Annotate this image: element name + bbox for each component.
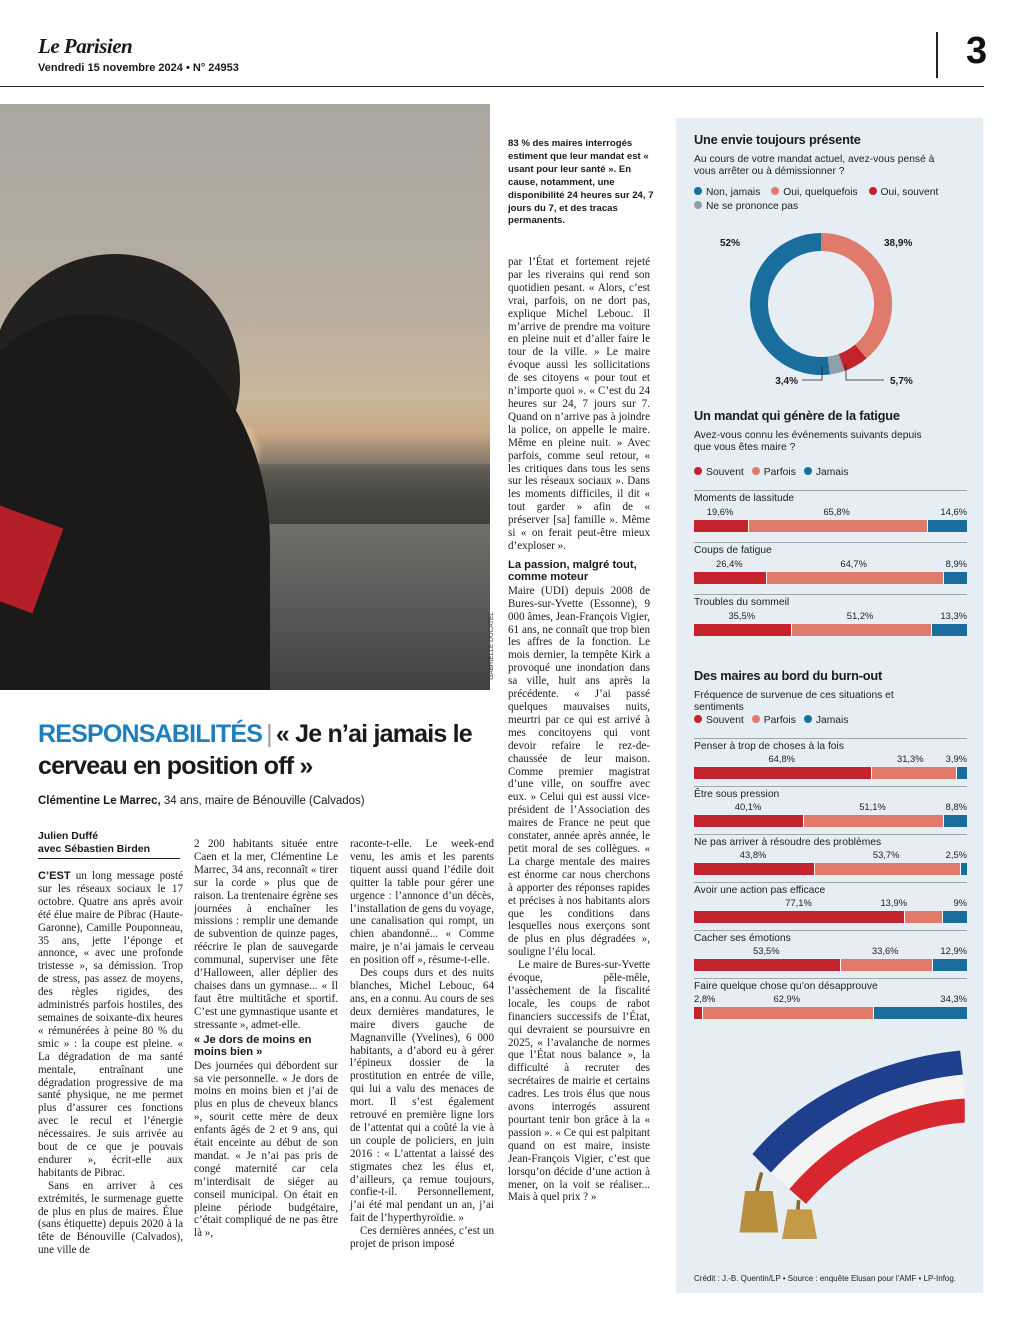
bar-value-label: 64,8%: [768, 753, 796, 764]
legend-item: Souvent: [694, 467, 744, 478]
infographic-credit: Crédit : J.-B. Quentin/LP • Source : enquête Elusan pour l’AMF • LP-Infog.: [694, 1274, 957, 1283]
stacked-bar: [694, 911, 967, 923]
bar-value-label: 12,9%: [940, 945, 967, 956]
bar-value-label: 40,1%: [734, 801, 762, 812]
bar-value-label: 33,6%: [871, 945, 899, 956]
bar-row: [694, 493, 967, 541]
lead-word: C’EST: [38, 870, 71, 882]
stacked-bar: [694, 624, 967, 636]
headline-separator: |: [266, 720, 272, 748]
paragraph: un long message posté sur les réseaux sociaux le 17 octobre. Quatre ans après avoir été élue maire de Pibrac (Haute-Garonne), Camille Pouponneau, 35 ans, jette l’éponge et annonce, « avec une profonde tristesse », sa démission. Trop de stress, pas assez de moyens, des règles rigides, des administrés parfois hostiles, des semaines de soixante-dix heures « rémunérées à peine 80 % du smic » : la coupe est pleine. « La dégradation de ma santé mentale, entraînant une dégradation progressive de ma santé physique, ne me permet plus d’assurer ces fonctions avec le recul et l’énergie nécessaires. Je suis arrivée au bout de ce que je pouvais endurer », écrit-elle aux habitants de Pibrac.: [38, 870, 183, 1179]
bar-value-label: 77,1%: [785, 897, 812, 908]
legend-item-non-jamais: Non, jamais: [694, 187, 760, 198]
chart1-legend: [694, 186, 967, 214]
bar-segment-parfois: [748, 520, 928, 532]
headline-kicker: RESPONSABILITÉS: [38, 720, 263, 748]
legend-item: Souvent: [694, 715, 744, 726]
legend-dot-icon: [694, 715, 702, 723]
article-column-3: [350, 838, 494, 1251]
byline-author: Julien Duffé: [38, 830, 99, 842]
bar-row: [694, 597, 967, 645]
paragraph: Ces dernières années, c’est un projet de prison imposé: [350, 1225, 494, 1251]
newspaper-logo: Le Parisien: [38, 34, 133, 58]
legend-dot-icon: [694, 187, 702, 195]
donut-slice: [842, 352, 861, 363]
bar-row: [694, 545, 967, 593]
bar-segment-jamais: [943, 815, 967, 827]
paragraph: Maire (UDI) depuis 2008 de Bures-sur-Yvette (Essonne), 9 000 âmes, Jean-François Vigier, 61 ans, ne connaît que trop bien les affres de la fonction. Le mois dernier, la tempête Kirk a provoqué une inondation dans sa ville, huit ans après la précédente. « J’ai passé quelques mauvaises nuits, meurtri par ce qui est arrivé à mes concitoyens qui vont devoir refaire le rez-de-chaussée de leur maison. Comme premier magistrat d’une ville, on souffre avec eux. » Celui qui est aussi vice-président de l’Association des maires de France ne peut que constater, année après année, le petit moral de ses collègues. « La charge mentale des maires est énorme car nous cherchons à apporter des réponses rapides et précises à nos habitants alors que les conditions dans lesquelles nous exerçons sont de plus en plus dégradées », souligne l’élu local.: [508, 584, 650, 959]
legend-dot-icon: [869, 187, 877, 195]
chart1-title: Une envie toujours présente: [694, 132, 861, 147]
row-rule: [694, 542, 967, 543]
bar-value-label: 62,9%: [773, 993, 801, 1004]
chart-legend: [694, 466, 856, 480]
row-rule: [694, 834, 967, 835]
article-subhead: [38, 795, 365, 807]
bar-segment-souvent: [694, 572, 766, 584]
bar-row: [694, 933, 967, 977]
bar-segment-souvent: [694, 863, 814, 875]
bar-value-label: 2,5%: [945, 849, 967, 860]
row-rule: [694, 930, 967, 931]
bar-segment-jamais: [931, 624, 967, 636]
legend-item: Parfois: [752, 467, 796, 478]
donut-slice: [821, 242, 883, 352]
tassel-left: [740, 1191, 779, 1233]
bar-value-label: 9%: [953, 897, 967, 908]
bar-value-label: 34,3%: [940, 993, 967, 1004]
bar-value-label: 51,2%: [846, 610, 874, 621]
bar-value-label: 53,7%: [872, 849, 900, 860]
chart1-question: Au cours de votre mandat actuel, avez-vous pensé à vous arrêter ou à démissionner ?: [694, 154, 935, 178]
bar-segment-jamais: [873, 1007, 967, 1019]
bar-segment-jamais: [927, 520, 967, 532]
bar-category-label: Cacher ses émotions: [694, 933, 791, 944]
masthead-rule: [0, 86, 984, 87]
article-column-1: [38, 830, 183, 1257]
paragraph: par l’État et fortement rejeté par les riverains qui rend son quotidien pesant. « Alors, c’est vrai, parfois, on ne dort pas, explique Michel Lebouc. Il m’arrive de prendre ma voiture en pleine nuit et d’aller faire le tour de la ville. » Le maire évoque aussi les sollicitations de ses citoyens « pour tout et n’importe quoi ». « C’est du 24 heures sur 24, 7 jours sur 7. Quand on n’arrive pas à joindre la police, on appelle le maire. Même en pleine nuit. » Avec parfois, comme seul retour, « les critiques dans tous les sens sur les réseaux sociaux ». Dans les moments difficiles, il dit « tout garder » afin de « préserver [sa] famille ». Même si « on ferait peut-être mieux d’exploser ».: [508, 256, 650, 552]
bar-value-label: 14,6%: [940, 506, 967, 517]
legend-item: Jamais: [804, 467, 849, 478]
bar-segment-parfois: [904, 911, 942, 923]
bar-segment-souvent: [694, 767, 871, 779]
masthead-divider: [936, 32, 938, 78]
donut-chart: [694, 218, 967, 403]
bar-value-label: 31,3%: [897, 753, 924, 764]
legend-item-oui-souvent: Oui, souvent: [869, 187, 939, 198]
article-photo: [0, 104, 490, 690]
bar-row: [694, 837, 967, 881]
chart-legend: [694, 714, 856, 728]
stacked-bar: [694, 767, 967, 779]
bar-segment-parfois: [791, 624, 931, 636]
legend-item-oui-quelquefois: Oui, quelquefois: [771, 187, 857, 198]
bar-category-label: Penser à trop de choses à la fois: [694, 741, 844, 752]
donut-slice: [829, 362, 842, 365]
bar-value-label: 8,8%: [945, 801, 967, 812]
bar-segment-parfois: [702, 1007, 874, 1019]
legend-item: Parfois: [752, 715, 796, 726]
intertitle: La passion, malgré tout, comme moteur: [508, 558, 637, 584]
bar-row: [694, 981, 967, 1025]
row-rule: [694, 594, 967, 595]
subhead-name: Clémentine Le Marrec,: [38, 795, 161, 807]
legend-dot-icon: [694, 201, 702, 209]
bar-segment-jamais: [960, 863, 967, 875]
bar-segment-parfois: [840, 959, 932, 971]
bar-value-label: 13,9%: [880, 897, 908, 908]
bar-segment-souvent: [694, 520, 748, 532]
row-rule: [694, 978, 967, 979]
bar-category-label: Troubles du sommeil: [694, 597, 790, 608]
bar-segment-jamais: [956, 767, 967, 779]
stacked-bar: [694, 520, 967, 532]
bar-value-label: 53,5%: [753, 945, 780, 956]
bar-segment-parfois: [766, 572, 943, 584]
headline-title: « Je n’ai jamais le cerveau en position off »: [38, 720, 472, 780]
article-column-4: [508, 256, 650, 1204]
byline-rule: [38, 858, 180, 859]
paragraph: Sans en arriver à ces extrémités, le surmenage guette de plus en plus de maires. Élue (sans étiquette) depuis 2020 à la tête de Bénouville (Calvados), une ville de: [38, 1179, 183, 1257]
paragraph: Le maire de Bures-sur-Yvette évoque, pêle-mêle, l’assèchement de la fiscalité locale, les coups de rabot financiers successifs de l’État, qui devraient se poursuivre en 2025, « l’avalanche de normes que l’État nous balance », la difficulté à recruter des secrétaires de mairie et certains cadres. Les trois élus que nous avons interrogés assurent pourtant tenir bon grâce à la « passion ». « Ce qui est palpitant quand on est maire, insiste Jean-François Vigier, c’est que lorsqu’on décide d’une action à mener, on la voit se réaliser... Mais à quel prix ? »: [508, 959, 650, 1204]
legend-dot-icon: [752, 715, 760, 723]
bar-segment-jamais: [932, 959, 967, 971]
bar-segment-souvent: [694, 815, 803, 827]
chart-title: Des maires au bord du burn-out: [694, 668, 883, 683]
row-rule: [694, 490, 967, 491]
chart-question: Fréquence de survenue de ces situations et sentiments: [694, 690, 894, 714]
legend-dot-icon: [804, 715, 812, 723]
stacked-bar: [694, 1007, 967, 1019]
bar-value-label: 13,3%: [940, 610, 967, 621]
bar-segment-souvent: [694, 1007, 702, 1019]
bar-segment-souvent: [694, 624, 791, 636]
row-rule: [694, 786, 967, 787]
intertitle: « Je dors de moins en moins bien »: [194, 1033, 312, 1059]
bar-value-label: 26,4%: [716, 558, 743, 569]
article-column-2: [194, 838, 338, 1240]
bar-value-label: 51,1%: [859, 801, 886, 812]
bar-value-label: 65,8%: [823, 506, 850, 517]
bar-row: [694, 741, 967, 785]
bar-value-label: 64,7%: [840, 558, 867, 569]
bar-segment-souvent: [694, 911, 904, 923]
bar-value-label: 2,8%: [694, 993, 716, 1004]
legend-dot-icon: [752, 467, 760, 475]
tassel-right: [782, 1209, 817, 1239]
donut-slice: [759, 242, 829, 366]
bar-value-label: 8,9%: [945, 558, 967, 569]
donut-label: 5,7%: [890, 376, 913, 387]
row-rule: [694, 882, 967, 883]
legend-dot-icon: [804, 467, 812, 475]
donut-label: 52%: [719, 238, 740, 249]
bar-segment-jamais: [943, 572, 967, 584]
bar-segment-souvent: [694, 959, 840, 971]
bar-value-label: 43,8%: [739, 849, 767, 860]
row-rule: [694, 738, 967, 739]
chart-question: Avez-vous connu les événements suivants depuis que vous êtes maire ?: [694, 430, 922, 454]
bar-category-label: Avoir une action pas efficace: [694, 885, 826, 896]
mayor-sash-illustration: [734, 1040, 974, 1245]
photo-caption: 83 % des maires interrogés estiment que leur mandat est « usant pour leur santé ». En cause, notamment, une disponibilité 24 heures sur 24, 7 jours du 7, et des tracas permanents.: [508, 138, 654, 227]
bar-value-label: 35,5%: [728, 610, 756, 621]
bar-category-label: Être sous pression: [694, 789, 780, 800]
legend-dot-icon: [771, 187, 779, 195]
bar-value-label: 19,6%: [706, 506, 734, 517]
paragraph: raconte-t-elle. Le week-end venu, les amis et les parents tiquent aussi quand l’édile doit quitter la table pour gérer une urgence : l’annonce d’un décès, l’installation de gens du voyage, une canalisation qui rompt, un chien abandonné... « Comme maire, je n’ai jamais le cerveau en position off », résume-t-elle.: [350, 838, 494, 967]
bar-value-label: 3,9%: [945, 753, 967, 764]
bar-category-label: Ne pas arriver à résoudre des problèmes: [694, 837, 882, 848]
stacked-bar: [694, 572, 967, 584]
donut-label: 38,9%: [884, 238, 913, 249]
legend-item: Jamais: [804, 715, 849, 726]
donut-label: 3,4%: [775, 376, 798, 387]
stacked-bar: [694, 959, 967, 971]
photo-credit: GABRIELLE DUCATEL: [488, 612, 495, 680]
byline-coauthor: avec Sébastien Birden: [38, 843, 151, 855]
article-headline: [38, 718, 498, 782]
legend-item-nsp: Ne se prononce pas: [694, 201, 798, 212]
bar-row: [694, 885, 967, 929]
legend-dot-icon: [694, 467, 702, 475]
paragraph: Des journées qui débordent sur sa vie personnelle. « Je dors de moins en moins bien et j’ai de plus en plus de cheveux blancs », sourit cette mère de deux enfants âgés de 2 et 9 ans, qui était enceinte au début de son mandat. « Je n’ai pas pris de congé maternité car cela m’interdisait de siéger au conseil municipal. On était en pleine période budgétaire, c’était compliqué de ne pas être là »,: [194, 1059, 338, 1240]
bar-segment-parfois: [803, 815, 943, 827]
byline: [38, 830, 183, 856]
bar-segment-parfois: [814, 863, 961, 875]
bar-row: [694, 789, 967, 833]
bar-category-label: Faire quelque chose qu’on désapprouve: [694, 981, 878, 992]
issue-date: Vendredi 15 novembre 2024 • N° 24953: [38, 62, 239, 74]
paragraph: Des coups durs et des nuits blanches, Michel Lebouc, 64 ans, en a connu. Au cours de ses deux dernières mandatures, le maire divers gauche de Magnanville (Yvelines), 6 000 habitants, a d’abord eu à gérer l’épineux dossier de la prostitution en entrée de ville, qui lui a valu des menaces de mort. Il s’est également retrouvé en première ligne lors de l’attentat qui a coûté la vie à un couple de policiers, en juin 2016 : « L’attentat a laissé des stigmates chez les élus et, d’ailleurs, ça remue toujours, confie-t-il. Personnellement, j’ai été mal pendant un an, j’ai fait de l’hyperthyroïdie. »: [350, 967, 494, 1225]
bar-category-label: Moments de lassitude: [694, 493, 795, 504]
subhead-description: 34 ans, maire de Bénouville (Calvados): [160, 795, 365, 807]
bar-segment-jamais: [942, 911, 967, 923]
paragraph: 2 200 habitants située entre Caen et la mer, Clémentine Le Marrec, 34 ans, reconnaît « tirer sur la corde » plus que de raison. La trentenaire égrène ses journées à enchaîner les missions : remplir une demande de subvention de quinze pages, réécrire le plan de sauvegarde communal, superviser une fête d’Halloween, aller déplier des chaises dans un gymnase... « Il faut être multitâche et sportif. C’est une gymnastique usante et stressante », admet-elle.: [194, 838, 338, 1031]
bar-category-label: Coups de fatigue: [694, 545, 772, 556]
page-number: 3: [966, 30, 988, 72]
bar-segment-parfois: [871, 767, 956, 779]
stacked-bar: [694, 863, 967, 875]
stacked-bar: [694, 815, 967, 827]
chart-title: Un mandat qui génère de la fatigue: [694, 408, 900, 423]
